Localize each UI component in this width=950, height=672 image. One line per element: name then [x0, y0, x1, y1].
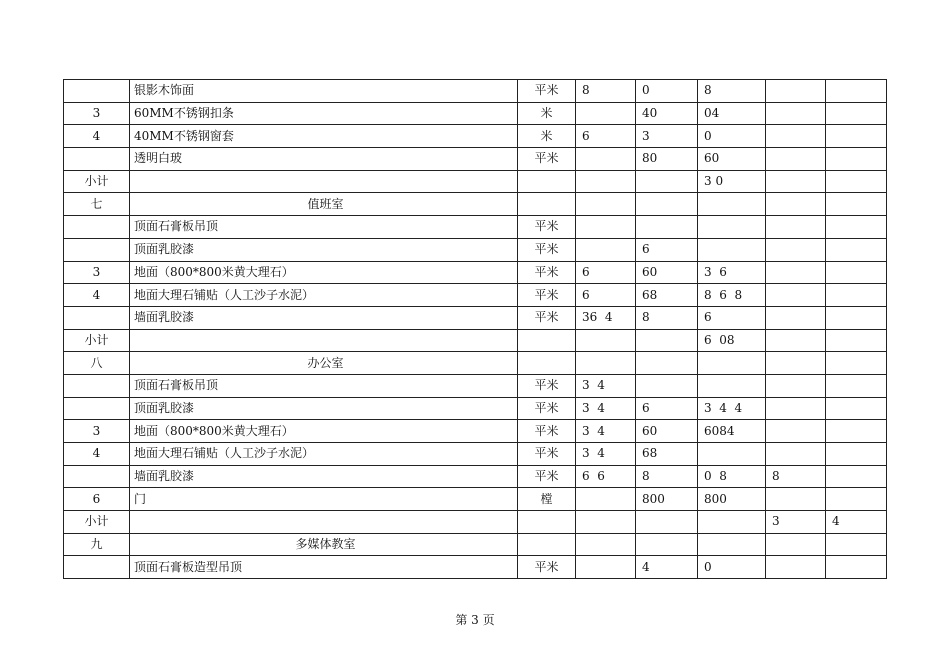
unit-cell: 米: [518, 125, 576, 148]
extra-cell: [826, 238, 887, 261]
unit-cell: 平米: [518, 284, 576, 307]
item-number-cell: 4: [64, 125, 130, 148]
item-name-cell: 顶面乳胶漆: [130, 238, 518, 261]
quantity-cell: 3 4: [576, 443, 636, 466]
table-row: [64, 443, 887, 466]
table-row: [64, 125, 887, 148]
table-row: [64, 488, 887, 511]
amount-cell: 04: [698, 102, 766, 125]
unit-price-cell: 8: [636, 465, 698, 488]
unit-price-cell: 800: [636, 488, 698, 511]
extra-cell: [826, 306, 887, 329]
item-number-cell: 小计: [64, 329, 130, 352]
unit-price-cell: 68: [636, 284, 698, 307]
item-number-cell: [64, 306, 130, 329]
extra-cell: [766, 238, 826, 261]
quantity-cell: [576, 352, 636, 375]
item-name-cell: 60MM不锈钢扣条: [130, 102, 518, 125]
extra-cell: [826, 284, 887, 307]
unit-price-cell: [636, 352, 698, 375]
extra-cell: [826, 465, 887, 488]
extra-cell: [766, 80, 826, 103]
extra-cell: [766, 170, 826, 193]
extra-cell: 3: [766, 511, 826, 534]
extra-cell: [766, 148, 826, 171]
quantity-cell: [576, 488, 636, 511]
unit-price-cell: [636, 533, 698, 556]
amount-cell: 8: [698, 80, 766, 103]
quantity-cell: [576, 556, 636, 579]
unit-cell: 平米: [518, 443, 576, 466]
table-row: [64, 261, 887, 284]
extra-cell: [826, 193, 887, 216]
item-number-cell: [64, 216, 130, 239]
quantity-cell: 6: [576, 125, 636, 148]
table-row: [64, 170, 887, 193]
extra-cell: [826, 556, 887, 579]
table-row: [64, 511, 887, 534]
item-number-cell: 3: [64, 102, 130, 125]
table-row: [64, 148, 887, 171]
unit-cell: 平米: [518, 80, 576, 103]
amount-cell: 8 6 8: [698, 284, 766, 307]
extra-cell: [766, 352, 826, 375]
item-name-cell: 地面（800*800米黄大理石）: [130, 261, 518, 284]
unit-cell: [518, 533, 576, 556]
quantity-cell: 3 4: [576, 420, 636, 443]
section-header-row: [64, 352, 887, 375]
item-number-cell: 4: [64, 443, 130, 466]
item-number-cell: 八: [64, 352, 130, 375]
extra-cell: 4: [826, 511, 887, 534]
item-number-cell: 4: [64, 284, 130, 307]
extra-cell: [826, 420, 887, 443]
table-row: [64, 80, 887, 103]
unit-price-cell: 8: [636, 306, 698, 329]
amount-cell: 60: [698, 148, 766, 171]
quantity-cell: [576, 102, 636, 125]
extra-cell: [766, 102, 826, 125]
quantity-cell: [576, 329, 636, 352]
unit-cell: [518, 352, 576, 375]
unit-cell: 平米: [518, 374, 576, 397]
extra-cell: [826, 80, 887, 103]
extra-cell: 8: [766, 465, 826, 488]
unit-price-cell: 6: [636, 397, 698, 420]
amount-cell: 0 8: [698, 465, 766, 488]
quantity-cell: 36 4: [576, 306, 636, 329]
extra-cell: [826, 216, 887, 239]
amount-cell: 0: [698, 556, 766, 579]
amount-cell: [698, 216, 766, 239]
extra-cell: [766, 443, 826, 466]
quantity-cell: [576, 511, 636, 534]
extra-cell: [766, 125, 826, 148]
extra-cell: [826, 170, 887, 193]
extra-cell: [826, 352, 887, 375]
item-name-cell: 墙面乳胶漆: [130, 306, 518, 329]
extra-cell: [766, 488, 826, 511]
item-number-cell: [64, 397, 130, 420]
unit-price-cell: 3: [636, 125, 698, 148]
item-name-cell: 地面（800*800米黄大理石）: [130, 420, 518, 443]
quantity-cell: 3 4: [576, 374, 636, 397]
amount-cell: [698, 374, 766, 397]
item-number-cell: 6: [64, 488, 130, 511]
unit-price-cell: [636, 170, 698, 193]
extra-cell: [826, 443, 887, 466]
unit-cell: 平米: [518, 556, 576, 579]
extra-cell: [826, 374, 887, 397]
quantity-cell: [576, 148, 636, 171]
item-name-cell: 门: [130, 488, 518, 511]
extra-cell: [766, 397, 826, 420]
table-row: [64, 238, 887, 261]
unit-price-cell: 68: [636, 443, 698, 466]
item-number-cell: [64, 80, 130, 103]
quantity-cell: [576, 238, 636, 261]
quantity-cell: 6: [576, 261, 636, 284]
unit-price-cell: 40: [636, 102, 698, 125]
extra-cell: [766, 193, 826, 216]
unit-cell: [518, 329, 576, 352]
amount-cell: 6: [698, 306, 766, 329]
amount-cell: 3 6: [698, 261, 766, 284]
amount-cell: 3 0: [698, 170, 766, 193]
item-name-cell: [130, 170, 518, 193]
unit-cell: [518, 170, 576, 193]
extra-cell: [766, 329, 826, 352]
unit-price-cell: [636, 511, 698, 534]
extra-cell: [826, 148, 887, 171]
item-name-cell: [130, 329, 518, 352]
extra-cell: [766, 261, 826, 284]
table-row: [64, 374, 887, 397]
table-row: [64, 284, 887, 307]
extra-cell: [766, 533, 826, 556]
unit-price-cell: 60: [636, 261, 698, 284]
item-name-cell: 多媒体教室: [130, 533, 518, 556]
amount-cell: 0: [698, 125, 766, 148]
table-row: [64, 306, 887, 329]
table-row: [64, 216, 887, 239]
unit-cell: 米: [518, 102, 576, 125]
unit-cell: 平米: [518, 148, 576, 171]
item-name-cell: 地面大理石铺贴（人工沙子水泥）: [130, 443, 518, 466]
item-name-cell: [130, 511, 518, 534]
item-number-cell: [64, 148, 130, 171]
table-row: [64, 397, 887, 420]
quantity-cell: [576, 533, 636, 556]
unit-cell: 平米: [518, 397, 576, 420]
unit-cell: [518, 511, 576, 534]
amount-cell: 800: [698, 488, 766, 511]
item-name-cell: 透明白玻: [130, 148, 518, 171]
table-row: [64, 329, 887, 352]
unit-price-cell: 4: [636, 556, 698, 579]
amount-cell: [698, 238, 766, 261]
amount-cell: [698, 511, 766, 534]
quantity-cell: 6: [576, 284, 636, 307]
unit-price-cell: [636, 193, 698, 216]
extra-cell: [826, 261, 887, 284]
unit-price-cell: 60: [636, 420, 698, 443]
quantity-cell: 6 6: [576, 465, 636, 488]
amount-cell: 3 4 4: [698, 397, 766, 420]
item-name-cell: 顶面石膏板造型吊顶: [130, 556, 518, 579]
amount-cell: 6084: [698, 420, 766, 443]
quantity-cell: [576, 170, 636, 193]
unit-cell: 平米: [518, 261, 576, 284]
item-name-cell: 值班室: [130, 193, 518, 216]
unit-price-cell: [636, 216, 698, 239]
unit-price-cell: 6: [636, 238, 698, 261]
unit-cell: 平米: [518, 465, 576, 488]
section-header-row: [64, 533, 887, 556]
table-row: [64, 102, 887, 125]
unit-cell: 平米: [518, 306, 576, 329]
unit-price-cell: 0: [636, 80, 698, 103]
section-header-row: [64, 193, 887, 216]
unit-cell: 平米: [518, 238, 576, 261]
extra-cell: [766, 420, 826, 443]
item-number-cell: 3: [64, 261, 130, 284]
item-name-cell: 顶面石膏板吊顶: [130, 374, 518, 397]
quantity-cell: 3 4: [576, 397, 636, 420]
quantity-cell: [576, 193, 636, 216]
item-name-cell: 40MM不锈钢窗套: [130, 125, 518, 148]
unit-price-cell: 80: [636, 148, 698, 171]
unit-cell: [518, 193, 576, 216]
amount-cell: 6 08: [698, 329, 766, 352]
extra-cell: [766, 216, 826, 239]
amount-cell: [698, 193, 766, 216]
item-number-cell: [64, 556, 130, 579]
item-number-cell: 九: [64, 533, 130, 556]
extra-cell: [766, 306, 826, 329]
item-name-cell: 银影木饰面: [130, 80, 518, 103]
quantity-cell: [576, 216, 636, 239]
extra-cell: [766, 374, 826, 397]
extra-cell: [826, 488, 887, 511]
extra-cell: [826, 397, 887, 420]
item-name-cell: 顶面乳胶漆: [130, 397, 518, 420]
quantity-cell: 8: [576, 80, 636, 103]
item-number-cell: [64, 465, 130, 488]
table-row: [64, 465, 887, 488]
item-number-cell: [64, 374, 130, 397]
unit-cell: 樘: [518, 488, 576, 511]
item-number-cell: 小计: [64, 170, 130, 193]
item-name-cell: 办公室: [130, 352, 518, 375]
unit-price-cell: [636, 374, 698, 397]
unit-cell: 平米: [518, 420, 576, 443]
unit-price-cell: [636, 329, 698, 352]
item-name-cell: 地面大理石铺贴（人工沙子水泥）: [130, 284, 518, 307]
quotation-table: [63, 79, 887, 579]
item-number-cell: 七: [64, 193, 130, 216]
item-name-cell: 墙面乳胶漆: [130, 465, 518, 488]
item-number-cell: [64, 238, 130, 261]
amount-cell: [698, 533, 766, 556]
unit-cell: 平米: [518, 216, 576, 239]
extra-cell: [766, 556, 826, 579]
item-name-cell: 顶面石膏板吊顶: [130, 216, 518, 239]
item-number-cell: 小计: [64, 511, 130, 534]
extra-cell: [826, 125, 887, 148]
amount-cell: [698, 443, 766, 466]
extra-cell: [826, 533, 887, 556]
amount-cell: [698, 352, 766, 375]
table-body: [64, 80, 887, 579]
extra-cell: [766, 284, 826, 307]
page-number: 第 3 页: [455, 613, 495, 627]
table-row: [64, 420, 887, 443]
item-number-cell: 3: [64, 420, 130, 443]
extra-cell: [826, 102, 887, 125]
table-row: [64, 556, 887, 579]
extra-cell: [826, 329, 887, 352]
